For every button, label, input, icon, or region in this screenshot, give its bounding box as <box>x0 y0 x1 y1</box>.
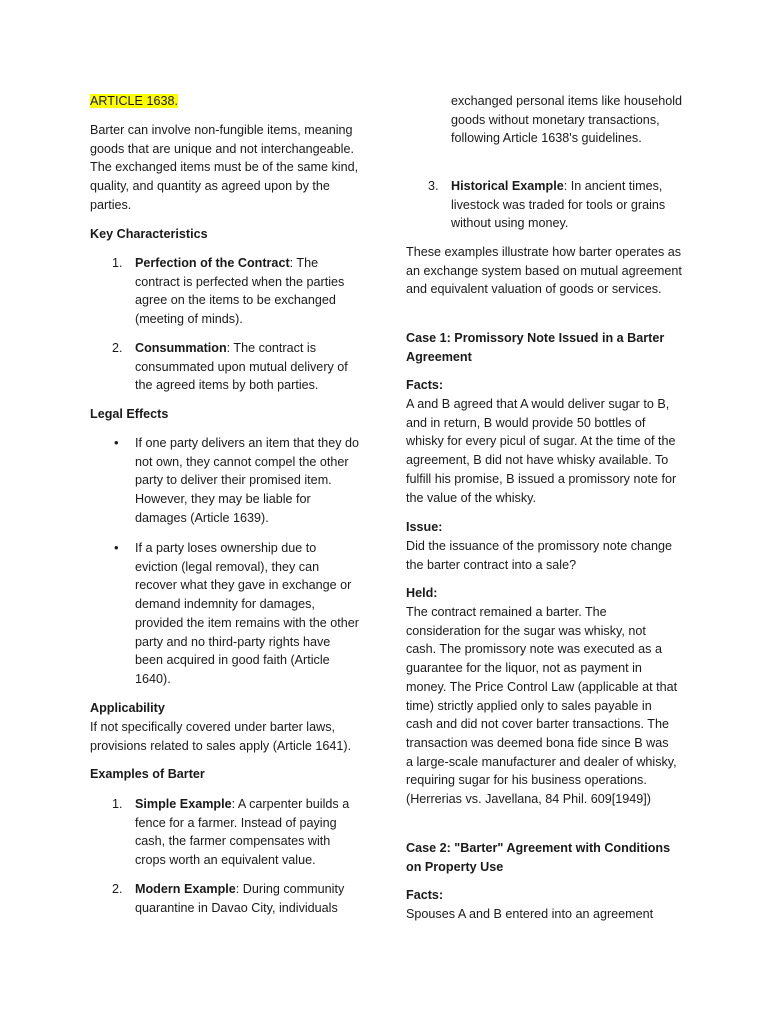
case1-heading: Case 1: Promissory Note Issued in a Barter Agreement <box>406 331 665 364</box>
case2-facts-text: Spouses A and B entered into an agreement <box>406 907 654 921</box>
case2-heading: Case 2: "Barter" Agreement with Conditions on Property Use <box>406 841 671 874</box>
applicability-heading: Applicability <box>90 701 165 715</box>
list-continuation-text: exchanged personal items like household goods without monetary transactions, following Article 1638's guidelines. <box>451 94 683 146</box>
summary-paragraph: These examples illustrate how barter operates as an exchange system based on mutual agreement and equivalent valuation of goods or services. <box>406 245 682 297</box>
article-title-highlight: ARTICLE 1638. <box>90 94 178 108</box>
bullet-icon: • <box>114 435 119 450</box>
list-item-text: If one party delivers an item that they do not own, they cannot compel the other party to deliver their promised item. However, they may be liable for damages (Article 1639). <box>135 436 360 525</box>
case1-held-label: Held: <box>406 586 438 600</box>
list-marker: 3. <box>428 179 439 193</box>
case1-issue-label: Issue: <box>406 520 443 534</box>
list-item-text: Modern Example: During community quarantine in Davao City, individuals <box>135 882 345 915</box>
list-item-text: Simple Example: A carpenter builds a fence for a farmer. Instead of paying cash, the farmer compensates with crops worth an equivalent value. <box>135 797 350 868</box>
list-marker: 2. <box>112 882 123 896</box>
case1-issue-text: Did the issuance of the promissory note change the barter contract into a sale? <box>406 539 673 572</box>
list-item-text: Historical Example: In ancient times, livestock was traded for tools or grains without using money. <box>451 179 666 231</box>
article-title <box>90 92 178 111</box>
legal-effects-heading: Legal Effects <box>90 407 169 421</box>
case1-facts-label: Facts: <box>406 378 444 392</box>
case1-facts-text: A and B agreed that A would deliver sugar to B, and in return, B would provide 50 bottles of whisky for every picul of sugar. At the time of the agreement, B did not have whisky available. To fulfill his promise, B issued a promissory note for the value of the whisky. <box>406 397 677 505</box>
case2-facts-label: Facts: <box>406 888 444 902</box>
list-marker: 1. <box>112 256 123 270</box>
bullet-icon: • <box>114 540 119 555</box>
intro-paragraph: Barter can involve non-fungible items, meaning goods that are unique and not interchangeable. The exchanged items must be of the same kind, quality, and quantity as agreed upon by the parties. <box>90 123 359 212</box>
list-item-text: Consummation: The contract is consummated upon mutual delivery of the agreed items by both parties. <box>135 341 348 393</box>
examples-heading: Examples of Barter <box>90 767 205 781</box>
list-item-text: Perfection of the Contract: The contract is perfected when the parties agree on the items to be exchanged (meeting of minds). <box>135 256 345 327</box>
applicability-text: If not specifically covered under barter laws, provisions related to sales apply (Article 1641). <box>90 720 352 753</box>
case1-held-text: The contract remained a barter. The consideration for the sugar was whisky, not cash. The promissory note was executed as a guarantee for the liquor, not as payment in money. The Price Control Law (applicable at that time) strictly applied only to sales payable in cash and did not cover barter transactions. The transaction was deemed bona fide since B was a large-scale manufacturer and dealer of whisky, requiring sugar for his business operations. (Herrerias vs. Javellana, 84 Phil. 609[1949]) <box>406 605 678 807</box>
key-characteristics-heading: Key Characteristics <box>90 227 208 241</box>
list-marker: 2. <box>112 341 123 355</box>
list-item-text: If a party loses ownership due to eviction (legal removal), they can recover what they gave in exchange or demand indemnity for damages, provided the item remains with the other party and no third-party rights have been acquired in good faith (Article 1640). <box>135 541 360 686</box>
list-marker: 1. <box>112 797 123 811</box>
